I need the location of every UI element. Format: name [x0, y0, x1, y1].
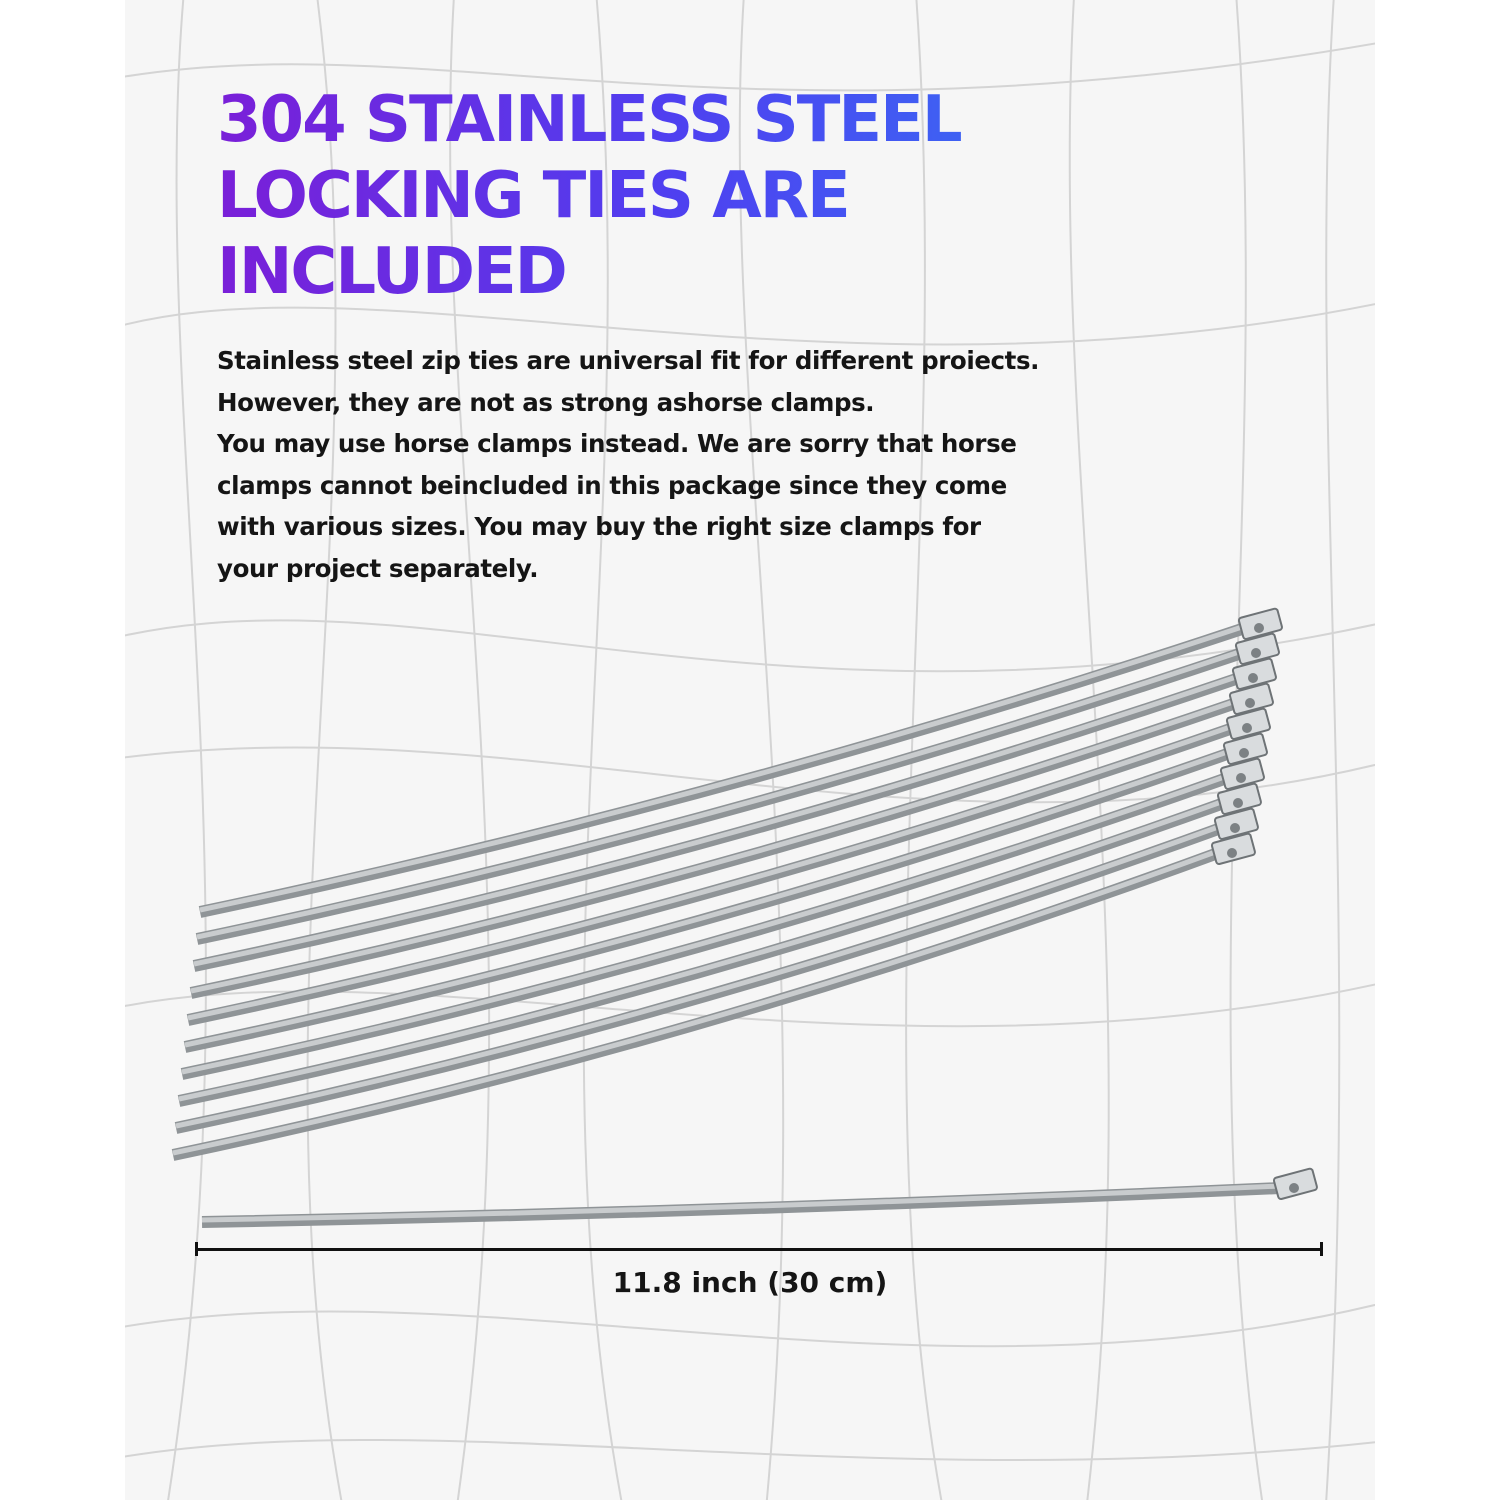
measure-tick-left	[195, 1242, 198, 1256]
description-line-5: with various sizes. You may buy the right size clamps for	[217, 512, 981, 542]
measure-line	[195, 1248, 1323, 1251]
product-panel	[125, 0, 1375, 1500]
description-line-6: your project separately.	[217, 553, 539, 583]
headline-line-1: 304 STAINLESS STEEL	[217, 83, 961, 157]
cable-tie-single	[202, 1168, 1318, 1222]
description-line-4: clamps cannot beincluded in this package since they come	[217, 470, 1007, 500]
headline-line-2: LOCKING TIES ARE	[217, 159, 849, 233]
description-line-3: You may use horse clamps instead. We are sorry that horse	[217, 429, 1017, 459]
description-line-2: However, they are not as strong ashorse clamps.	[217, 387, 875, 417]
headline-line-3: INCLUDED	[217, 235, 566, 309]
length-measure-bar	[195, 1242, 1323, 1256]
length-label: 11.8 inch (30 cm)	[612, 1266, 888, 1299]
measure-tick-right	[1320, 1242, 1323, 1256]
description-line-1: Stainless steel zip ties are universal fit for different proiects.	[217, 346, 1040, 375]
